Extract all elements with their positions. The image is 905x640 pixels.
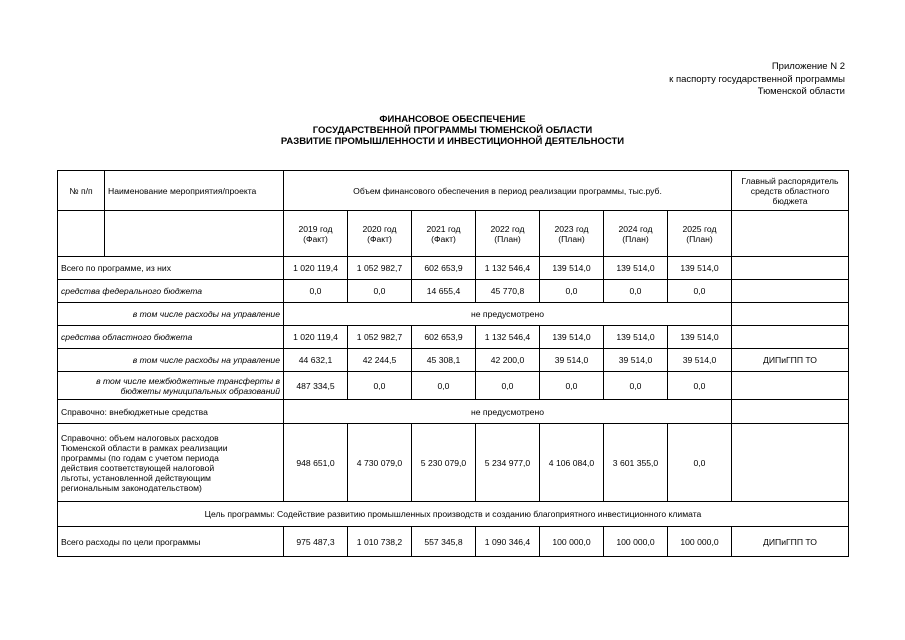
row-label: Справочно: объем налоговых расходов Тюменской области в рамках реализации программы (по годам с учетом периода действия соответствующей налоговой льготы, установленной действующим региональным законодательством) <box>58 424 284 502</box>
empty-cell <box>58 211 105 257</box>
row-label: Справочно: внебюджетные средства <box>58 400 284 424</box>
value-cell: 100 000,0 <box>668 527 732 557</box>
row-total <box>58 257 849 280</box>
value-cell: 0,0 <box>604 372 668 400</box>
value-cell: 0,0 <box>604 280 668 303</box>
row-label: в том числе расходы на управление <box>58 349 284 372</box>
appendix-line-3: Тюменской области <box>757 86 845 97</box>
value-cell: 100 000,0 <box>540 527 604 557</box>
manager-cell: ДИПиГПП ТО <box>732 527 849 557</box>
empty-cell <box>732 326 849 349</box>
value-cell: 0,0 <box>412 372 476 400</box>
year-cell: 2023 год (План) <box>540 211 604 257</box>
value-cell: 14 655,4 <box>412 280 476 303</box>
value-cell: 1 090 346,4 <box>476 527 540 557</box>
row-offbudget <box>58 400 849 424</box>
value-cell: 39 514,0 <box>668 349 732 372</box>
value-cell: 975 487,3 <box>284 527 348 557</box>
financing-table <box>57 170 849 557</box>
value-cell: 0,0 <box>668 372 732 400</box>
value-cell: 1 132 546,4 <box>476 326 540 349</box>
title-line-3: РАЗВИТИЕ ПРОМЫШЛЕННОСТИ И ИНВЕСТИЦИОННОЙ ДЕЯТЕЛЬНОСТИ <box>280 136 625 147</box>
value-cell: 139 514,0 <box>604 326 668 349</box>
value-cell: 39 514,0 <box>604 349 668 372</box>
value-cell: 948 651,0 <box>284 424 348 502</box>
row-label: в том числе расходы на управление <box>58 303 284 326</box>
title-line-2: ГОСУДАРСТВЕННОЙ ПРОГРАММЫ ТЮМЕНСКОЙ ОБЛАСТИ <box>312 125 593 136</box>
row-regional-mgmt <box>58 349 849 372</box>
value-cell: 5 230 079,0 <box>412 424 476 502</box>
row-federal <box>58 280 849 303</box>
value-cell: 4 730 079,0 <box>348 424 412 502</box>
value-cell: 139 514,0 <box>540 257 604 280</box>
title-line-1: ФИНАНСОВОЕ ОБЕСПЕЧЕНИЕ <box>379 114 526 125</box>
row-federal-mgmt <box>58 303 849 326</box>
year-cell: 2024 год (План) <box>604 211 668 257</box>
row-label: средства федерального бюджета <box>58 280 284 303</box>
empty-cell <box>732 280 849 303</box>
goal-text: Цель программы: Содействие развитию промышленных производств и созданию благоприятного инвестиционного климата <box>58 502 849 527</box>
empty-cell <box>105 211 284 257</box>
row-regional <box>58 326 849 349</box>
value-cell: 1 010 738,2 <box>348 527 412 557</box>
value-cell: 602 653,9 <box>412 257 476 280</box>
row-transfers <box>58 372 849 400</box>
appendix-line-1: Приложение N 2 <box>771 61 845 72</box>
empty-cell <box>732 257 849 280</box>
empty-cell <box>732 303 849 326</box>
value-cell: 3 601 355,0 <box>604 424 668 502</box>
value-cell: 0,0 <box>476 372 540 400</box>
row-label: средства областного бюджета <box>58 326 284 349</box>
value-cell: 557 345,8 <box>412 527 476 557</box>
header-manager: Главный распорядитель средств областного бюджета <box>732 171 849 211</box>
value-cell: 0,0 <box>540 372 604 400</box>
value-cell: 1 020 119,4 <box>284 326 348 349</box>
value-cell: 4 106 084,0 <box>540 424 604 502</box>
header-row <box>58 171 849 211</box>
value-cell: 1 020 119,4 <box>284 257 348 280</box>
value-cell: 1 132 546,4 <box>476 257 540 280</box>
value-cell: 0,0 <box>668 280 732 303</box>
row-goal-total <box>58 527 849 557</box>
value-cell: 42 200,0 <box>476 349 540 372</box>
value-cell: 602 653,9 <box>412 326 476 349</box>
row-tax <box>58 424 849 502</box>
value-cell: 0,0 <box>668 424 732 502</box>
year-cell: 2025 год (План) <box>668 211 732 257</box>
empty-cell <box>732 424 849 502</box>
header-name: Наименование мероприятия/проекта <box>105 171 284 211</box>
manager-cell: ДИПиГПП ТО <box>732 349 849 372</box>
empty-cell <box>732 211 849 257</box>
year-cell: 2020 год (Факт) <box>348 211 412 257</box>
value-cell: 0,0 <box>284 280 348 303</box>
year-cell: 2022 год (План) <box>476 211 540 257</box>
value-cell: 139 514,0 <box>668 257 732 280</box>
value-cell: 45 770,8 <box>476 280 540 303</box>
value-cell: 0,0 <box>540 280 604 303</box>
row-label: в том числе межбюджетные трансферты в бюджеты муниципальных образований <box>58 372 284 400</box>
value-cell: 0,0 <box>348 280 412 303</box>
row-label: Всего расходы по цели программы <box>58 527 284 557</box>
value-cell: 139 514,0 <box>668 326 732 349</box>
appendix-note <box>669 61 845 99</box>
year-cell: 2021 год (Факт) <box>412 211 476 257</box>
empty-cell <box>732 400 849 424</box>
value-cell: 1 052 982,7 <box>348 326 412 349</box>
value-cell: 487 334,5 <box>284 372 348 400</box>
value-cell: 5 234 977,0 <box>476 424 540 502</box>
value-cell: 39 514,0 <box>540 349 604 372</box>
header-num: № п/п <box>58 171 105 211</box>
row-goal <box>58 502 849 527</box>
value-cell: 42 244,5 <box>348 349 412 372</box>
value-cell: 100 000,0 <box>604 527 668 557</box>
header-volume: Объем финансового обеспечения в период реализации программы, тыс.руб. <box>284 171 732 211</box>
document-title <box>0 114 905 147</box>
years-row <box>58 211 849 257</box>
year-cell: 2019 год (Факт) <box>284 211 348 257</box>
value-cell: 0,0 <box>348 372 412 400</box>
appendix-line-2: к паспорту государственной программы <box>669 73 845 85</box>
value-cell: 1 052 982,7 <box>348 257 412 280</box>
row-label: Всего по программе, из них <box>58 257 284 280</box>
value-cell: 139 514,0 <box>604 257 668 280</box>
value-cell: 44 632,1 <box>284 349 348 372</box>
value-cell: 45 308,1 <box>412 349 476 372</box>
empty-cell <box>732 372 849 400</box>
merged-note: не предусмотрено <box>284 303 732 326</box>
value-cell: 139 514,0 <box>540 326 604 349</box>
merged-note: не предусмотрено <box>284 400 732 424</box>
